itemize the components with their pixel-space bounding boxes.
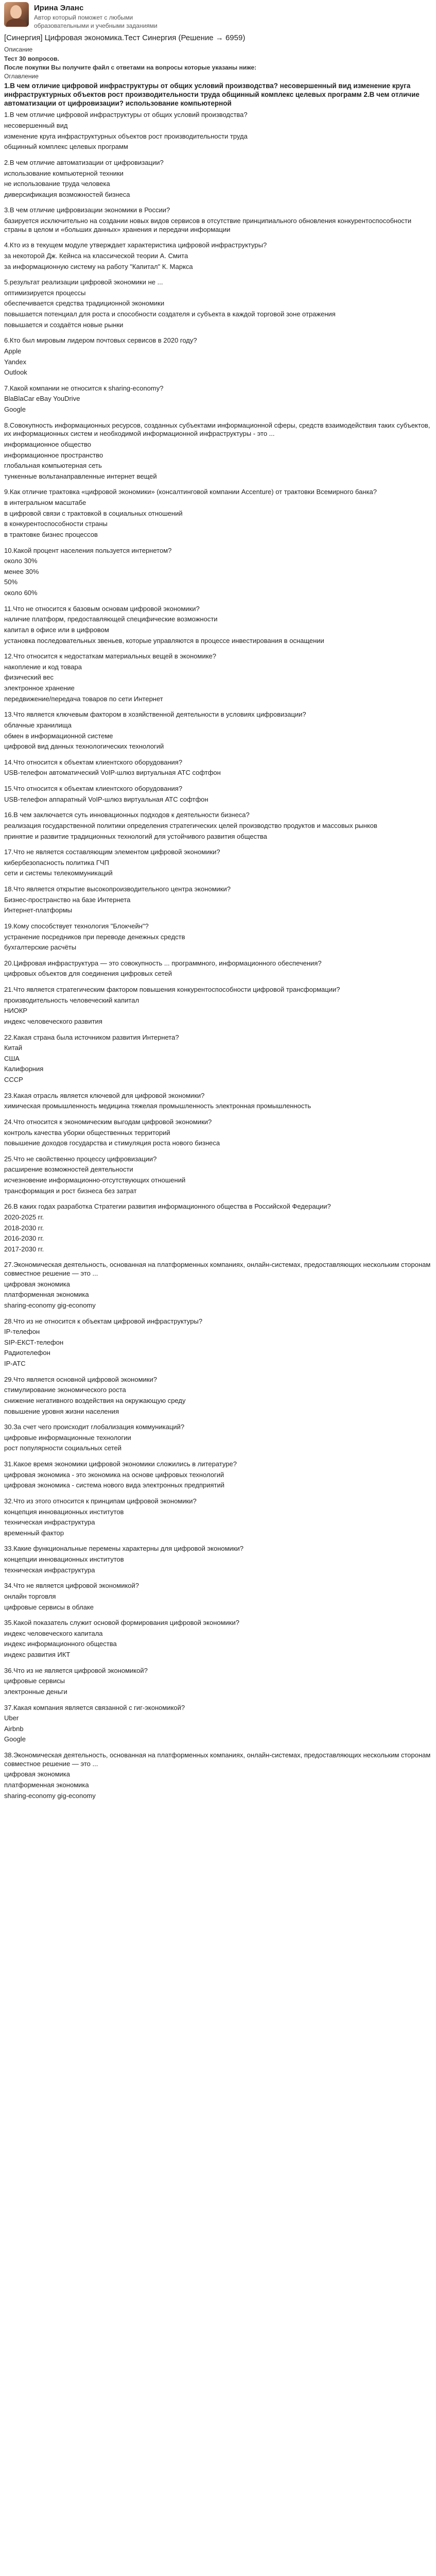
answer-option: в конкурентоспособности страны — [4, 520, 108, 528]
answer-option: цифровая экономика — [4, 1770, 71, 1778]
answer-option: оптимизируется процессы — [4, 289, 86, 297]
question-text: 34.Что не является цифровой экономикой? — [4, 1582, 139, 1590]
answer-option: электронное хранение — [4, 684, 75, 692]
question-block — [4, 1092, 433, 1111]
question-block — [4, 1545, 433, 1574]
question-block — [4, 1582, 433, 1612]
question-block — [4, 1033, 433, 1084]
answer-option: онлайн торговля — [4, 1592, 56, 1600]
answer-option: Yandex — [4, 358, 27, 366]
question-text: 38.Экономическая деятельность, основанная на платформенных компаниях, онлайн-системах, предоставляющих нескольким сторонам совместное решение — это ... — [4, 1751, 431, 1768]
answer-option: цифровые сервисы — [4, 1677, 65, 1685]
answer-option: около 30% — [4, 557, 38, 565]
answer-option: кибербезопасность политика ГЧП — [4, 858, 109, 867]
answer-option: повышение доходов государства и стимуляция роста нового бизнеса — [4, 1139, 220, 1147]
answer-option: Бизнес-пространство на базе Интернета — [4, 895, 131, 904]
question-text: 1.В чем отличие цифровой инфраструктуры от общих условий производства? — [4, 111, 248, 119]
answer-option: техническая инфраструктура — [4, 1518, 95, 1527]
answer-option: исчезновение информационно-отсутствующих отношений — [4, 1176, 186, 1184]
question-text: 14.Что относится к объектам клиентского оборудования? — [4, 758, 183, 766]
answer-option: химическая промышленность медицина тяжелая промышленность электронная промышленность — [4, 1102, 311, 1110]
question-text: 12.Что относится к недостаткам материальных вещей в экономике? — [4, 652, 217, 660]
question-text: 5.результат реализации цифровой экономики не ... — [4, 278, 163, 286]
question-block — [4, 206, 433, 234]
answer-option: обеспечивается средства традиционной экономики — [4, 299, 165, 308]
question-text: 19.Кому способствует технология "Блокчейн"? — [4, 922, 149, 930]
question-block — [4, 885, 433, 915]
question-text: 37.Какая компания является связанной с гиг-экономикой? — [4, 1703, 185, 1711]
question-block — [4, 1619, 433, 1659]
answer-option: техническая инфраструктура — [4, 1566, 95, 1574]
author-avatar — [4, 2, 29, 27]
question-block — [4, 1751, 433, 1800]
answer-option: США — [4, 1054, 20, 1062]
question-text: 30.За счет чего происходит глобализация коммуникаций? — [4, 1423, 185, 1431]
answer-option: 2018-2030 гг. — [4, 1224, 44, 1232]
answer-option: платформенная экономика — [4, 1781, 89, 1789]
question-text: 16.В чем заключается суть инновационных подходов к деятельности бизнеса? — [4, 811, 250, 819]
question-block — [4, 421, 433, 481]
answer-option: бухгалтерские расчёты — [4, 943, 77, 952]
question-text: 8.Совокупность информационных ресурсов, созданных субъектами информационной сферы, средств взаимодействия таких субъектов, их информационных систем и необходимой информационной инфраструктуры - это ... — [4, 421, 430, 438]
question-block — [4, 1376, 433, 1416]
answer-option: общинный комплекс целевых программ — [4, 143, 128, 151]
answer-option: физический вес — [4, 673, 54, 682]
answer-option: индекс человеческого развития — [4, 1017, 102, 1025]
question-block — [4, 1497, 433, 1538]
question-block — [4, 1423, 433, 1453]
answer-option: концепция инновационных институтов — [4, 1507, 124, 1516]
question-block — [4, 1118, 433, 1148]
question-text: 2.В чем отличие автоматизации от цифровизации? — [4, 158, 164, 166]
question-block — [4, 959, 433, 978]
answer-option: цифровые информационные технологии — [4, 1433, 131, 1442]
answer-option: IP-телефон — [4, 1328, 40, 1336]
author-name: Ирина Эланс — [34, 4, 84, 12]
question-text: 22.Какая страна была источником развития Интернета? — [4, 1033, 179, 1041]
answer-option: накопление и код товара — [4, 663, 82, 671]
answer-option: цифровые сервисы в облаке — [4, 1603, 94, 1611]
answer-option: тункенные вольтанаправленные интернет вещей — [4, 472, 157, 480]
question-list — [4, 111, 433, 1800]
answer-option: изменение круга инфраструктурных объектов рост производительности труда — [4, 132, 248, 140]
question-block — [4, 488, 433, 539]
bought-note: После покупки Вы получите файл с ответами на вопросы которые указаны ниже: — [4, 64, 257, 72]
answer-option: Apple — [4, 347, 22, 355]
question-text: 27.Экономическая деятельность, основанная на платформенных компаниях, онлайн-системах, предоставляющих нескольким сторонам совместное решение — это ... — [4, 1261, 431, 1278]
author-info — [34, 2, 168, 30]
answer-option: электронные деньги — [4, 1687, 67, 1696]
question-block — [4, 1704, 433, 1744]
author-header — [4, 2, 433, 30]
question-block — [4, 547, 433, 598]
answer-option: цифровых объектов для соединения цифровых сетей — [4, 970, 172, 978]
answer-option: производительность человеческий капитал — [4, 996, 139, 1004]
answer-option: USB-телефон автоматический VoIP-шлюз виртуальная АТС софтфон — [4, 769, 221, 777]
answer-option: использование компьютерной техники — [4, 169, 124, 177]
document-title: [Синергия] Цифровая экономика.Тест Синергия (Решение → 6959) — [4, 33, 246, 42]
answer-option: Uber — [4, 1714, 19, 1722]
answer-option: повышается потенциал для роста и способности создателя и субъекта в каждой торговой зоне отражения — [4, 310, 336, 318]
answer-option: повышение уровня жизни населения — [4, 1407, 119, 1415]
answer-option: не использование труда человека — [4, 180, 110, 188]
answer-option: капитал в офисе или в цифровом — [4, 625, 109, 634]
question-text: 33.Какие функциональные перемены характерны для цифровой экономики? — [4, 1545, 243, 1553]
question-text: 32.Что из этого относится к принципам цифровой экономики? — [4, 1497, 197, 1505]
question-block — [4, 652, 433, 703]
question-block — [4, 710, 433, 751]
answer-option: расширение возможностей деятельности — [4, 1165, 133, 1174]
answer-option: цифровая экономика - это экономика на основе цифровых технологий — [4, 1470, 224, 1479]
answer-option: стимулирование экономического роста — [4, 1386, 126, 1394]
question-text: 6.Кто был мировым лидером почтовых сервисов в 2020 году? — [4, 336, 197, 345]
answer-option: базируется исключительно на создании новых видов сервисов в отсутствие принципиального обновления конкурентоспособности страны в целом и «больших данных» хранения и передачи информации — [4, 217, 412, 233]
answer-option: несовершенный вид — [4, 122, 68, 130]
question-text: 24.Что относится к экономическим выгодам цифровой экономики? — [4, 1117, 212, 1126]
answer-option: SIP-ЕКСТ-телефон — [4, 1338, 64, 1346]
question-text: 7.Какой компании не относится к sharing-economy? — [4, 384, 164, 392]
answer-option: цифровая экономика — [4, 1280, 71, 1288]
answer-option: индекс человеческого капитала — [4, 1629, 103, 1637]
question-text: 4.Кто из в текущем модуле утверждает характеристика цифровой инфраструктуры? — [4, 241, 267, 249]
question-text: 35.Какой показатель служит основой формирования цифровой экономики? — [4, 1619, 239, 1627]
question-text: 23.Какая отрасль является ключевой для цифровой экономики? — [4, 1091, 205, 1099]
answer-option: наличие платформ, предоставляющей специфические возможности — [4, 615, 218, 623]
answer-option: трансформация и рост бизнеса без затрат — [4, 1187, 137, 1195]
answer-option: платформенная экономика — [4, 1291, 89, 1299]
answer-option: Google — [4, 405, 26, 414]
question-block — [4, 1202, 433, 1253]
answer-option: Google — [4, 1735, 26, 1743]
question-text: 9.Как отличие трактовка «цифровой экономики» (консалтинговой компании Accenture) от трактовки Всемирного банка? — [4, 488, 377, 496]
question-text: 20.Цифровая инфраструктура — это совокупность ... программного, информационного обеспечения? — [4, 959, 322, 967]
answer-option: за некоторой Дж. Кейнса на классической теории А. Смита — [4, 251, 188, 260]
answer-option: индекс развития ИКТ — [4, 1651, 71, 1659]
question-block — [4, 1261, 433, 1310]
question-text: 3.В чем отличие цифровизации экономики в России? — [4, 206, 170, 214]
answer-option: индекс информационного общества — [4, 1640, 117, 1648]
question-text: 10.Какой процент населения пользуется интернетом? — [4, 546, 172, 554]
answer-option: временный фактор — [4, 1529, 64, 1537]
answer-option: Китай — [4, 1044, 23, 1052]
question-text: 28.Что из не относится к объектам цифровой инфраструктуры? — [4, 1317, 203, 1325]
answer-option: менее 30% — [4, 567, 39, 575]
answer-option: глобальная компьютерная сеть — [4, 462, 102, 470]
answer-option: сети и системы телекоммуникаций — [4, 869, 113, 877]
question-block — [4, 111, 433, 151]
answer-option: диверсификация возможностей бизнеса — [4, 190, 130, 198]
answer-option: 2017-2030 гг. — [4, 1245, 44, 1253]
question-block — [4, 986, 433, 1026]
question-text: 18.Что является открытие высокопроизводительного центра экономики? — [4, 885, 231, 893]
question-block — [4, 848, 433, 878]
answer-option: sharing-economy gig-economy — [4, 1301, 96, 1309]
answer-option: передвижение/передача товаров по сети Интернет — [4, 694, 163, 703]
question-text: 26.В каких годах разработка Стратегии развития информационного общества в Российской Федерации? — [4, 1202, 331, 1211]
answer-option: 50% — [4, 578, 18, 586]
answer-option: рост популярности социальных сетей — [4, 1444, 122, 1452]
author-description: Автор который поможет с любыми образовательными и учебными заданиями — [34, 14, 158, 29]
question-text: 36.Что из не является цифровой экономикой? — [4, 1666, 148, 1674]
answer-option: за информационную систему на работу "Капитал" К. Маркса — [4, 262, 193, 270]
answer-option: Airbnb — [4, 1724, 24, 1733]
answer-option: цифровая экономика - система нового вида электронных предприятий — [4, 1481, 225, 1489]
question-text: 11.Что не относится к базовым основам цифровой экономики? — [4, 604, 200, 613]
question-text: 17.Что не является составляющим элементом цифровой экономики? — [4, 848, 220, 856]
tests-count: Тест 30 вопросов. — [4, 55, 59, 62]
description-label: Описание — [4, 46, 33, 54]
answer-option: информационное общество — [4, 440, 92, 448]
answer-option: устранение посредников при переводе денежных средств — [4, 933, 185, 941]
toc-label: Оглавление — [4, 73, 39, 80]
answer-option: в трактовке бизнес процессов — [4, 530, 98, 538]
answer-option: Радиотелефон — [4, 1349, 50, 1357]
question-block — [4, 758, 433, 777]
question-block — [4, 241, 433, 271]
question-block — [4, 1460, 433, 1490]
answer-option: Интернет-платформы — [4, 906, 73, 914]
answer-option: BlaBlaCar eBay YouDrive — [4, 395, 80, 403]
answer-option: облачные хранилища — [4, 721, 72, 729]
answer-option: НИОКР — [4, 1007, 28, 1015]
answer-option: sharing-economy gig-economy — [4, 1791, 96, 1800]
question-text: 25.Что не свойственно процессу цифровизации? — [4, 1155, 157, 1163]
intro-question-summary: 1.В чем отличие цифровой инфраструктуры от общих условий производства? несовершенный вид изменение круга инфраструктурных объектов рост производительности труда общинный комплекс целевых программ 2.В чем отличие автоматизации от цифровизации? использование компьютерной — [4, 81, 420, 107]
answer-option: повышается и создаётся новые рынки — [4, 320, 124, 329]
answer-option: в интегральном масштабе — [4, 499, 86, 507]
answer-option: около 60% — [4, 589, 38, 597]
question-block — [4, 1667, 433, 1697]
question-block — [4, 785, 433, 804]
answer-option: установка последовательных звеньев, которые управляются в процессе инвестирования в оснащении — [4, 636, 324, 645]
answer-option: USB-телефон аппаратный VoIP-шлюз виртуальная АТС софтфон — [4, 795, 208, 803]
question-block — [4, 159, 433, 199]
question-text: 29.Что является основной цифровой экономики? — [4, 1375, 157, 1383]
answer-option: реализация государственной политики определения стратегических целей производство продуктов и массовых рынков — [4, 821, 377, 829]
answer-option: 2016-2030 гг. — [4, 1234, 44, 1243]
question-block — [4, 278, 433, 329]
question-block — [4, 384, 433, 414]
answer-option: Калифорния — [4, 1065, 44, 1073]
question-text: 13.Что является ключевым фактором в хозяйственной деятельности в условиях цифровизации? — [4, 710, 306, 719]
question-block — [4, 811, 433, 841]
answer-option: в цифровой связи с трактовкой в социальных отношений — [4, 509, 183, 517]
answer-option: принятие и развитие традиционных технологий для устойчивого развития общества — [4, 832, 267, 840]
question-block — [4, 1317, 433, 1368]
question-block — [4, 1155, 433, 1196]
answer-option: обмен в информационной системе — [4, 732, 113, 740]
answer-option: цифровой вид данных технологических технологий — [4, 742, 164, 751]
question-text: 21.Что является стратегическим фактором повышения конкурентоспособности цифровой трансформации? — [4, 986, 340, 994]
answer-option: снижение негативного воздействия на окружающую среду — [4, 1396, 186, 1404]
question-text: 31.Какое время экономики цифровой экономики сложились в литературе? — [4, 1460, 237, 1468]
answer-option: Outlook — [4, 368, 27, 377]
answer-option: СССР — [4, 1076, 23, 1084]
question-block — [4, 605, 433, 646]
answer-option: информационное пространство — [4, 451, 103, 459]
answer-option: IP-ATC — [4, 1360, 26, 1368]
answer-option: контроль качества уборки общественных территорий — [4, 1128, 170, 1137]
question-text: 15.Что относится к объектам клиентского оборудования? — [4, 785, 183, 793]
answer-option: концепции инновационных институтов — [4, 1555, 124, 1564]
question-block — [4, 922, 433, 952]
answer-option: 2020-2025 гг. — [4, 1213, 44, 1221]
question-block — [4, 336, 433, 377]
